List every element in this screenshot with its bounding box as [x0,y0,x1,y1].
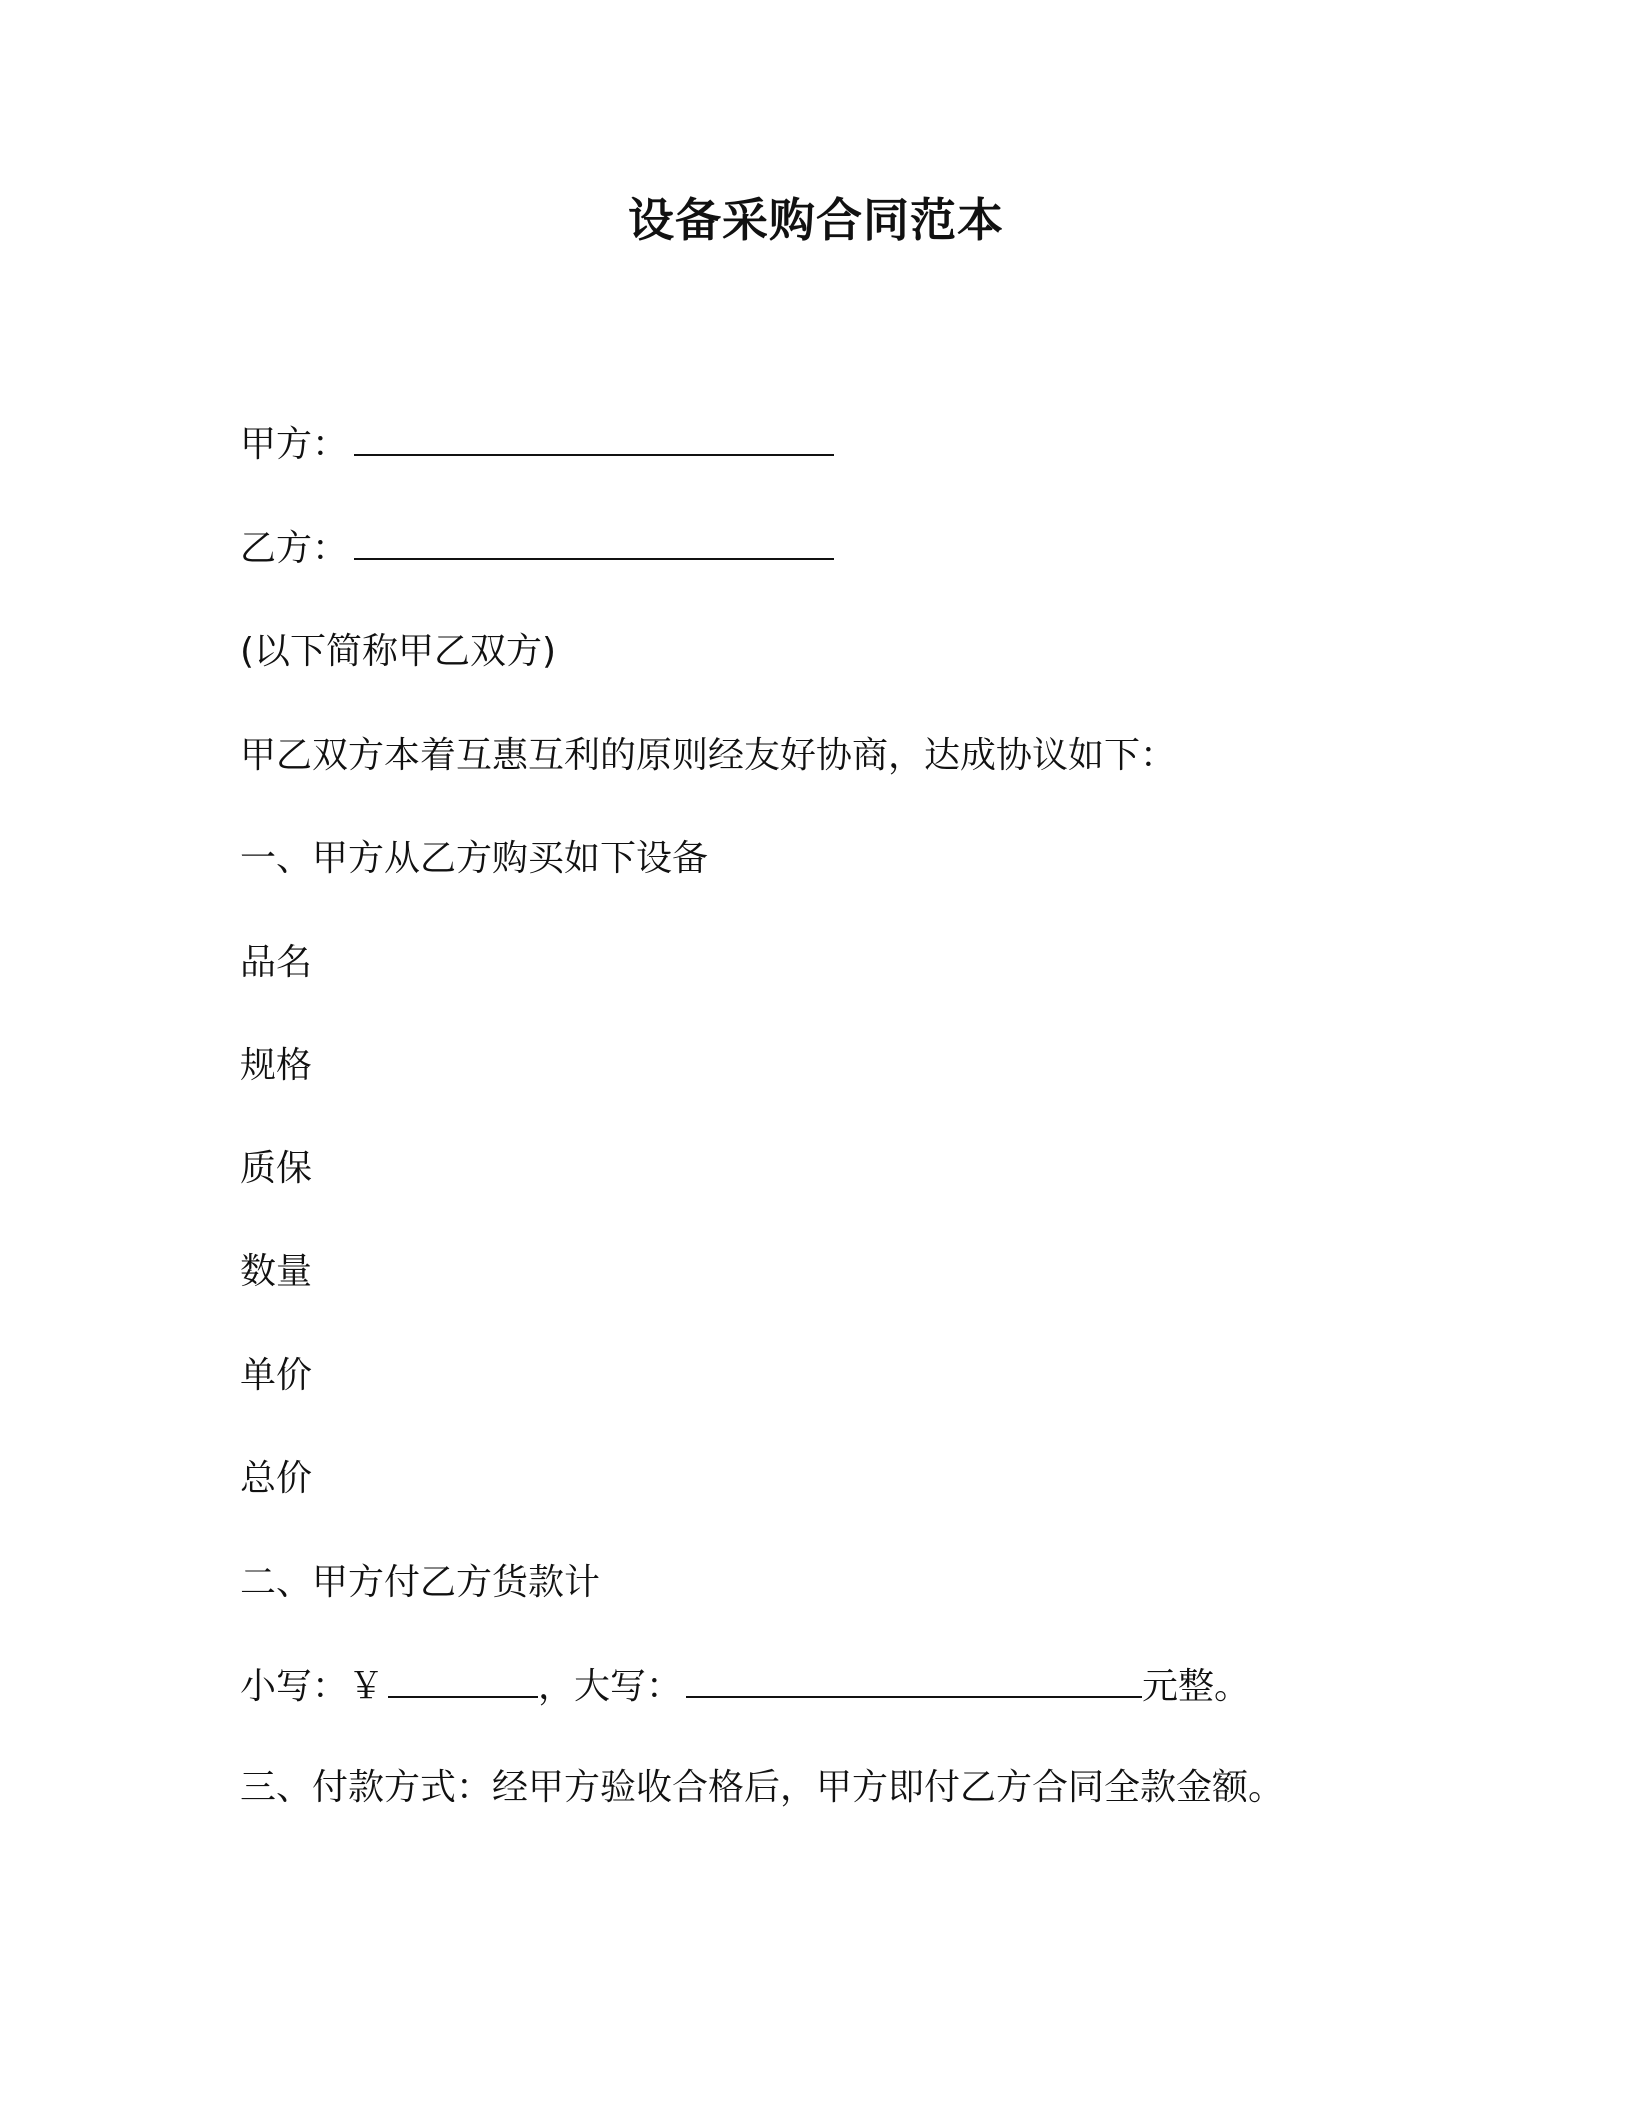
amount-small-blank [388,1660,538,1698]
item-quantity: 数量 [240,1251,313,1292]
amount-large-label: ，大写： [538,1666,683,1707]
item-warranty: 质保 [240,1148,313,1189]
amount-small-label: 小写：￥ [240,1666,385,1707]
party-b-blank [354,522,834,560]
abbreviation-note: (以下简称甲乙双方) [240,631,557,672]
item-spec: 规格 [240,1045,313,1086]
party-a-label: 甲方： [240,424,349,465]
amount-large-blank [686,1660,1142,1698]
section-1-heading: 一、甲方从乙方购买如下设备 [240,838,709,879]
party-a-blank [354,418,834,456]
item-unit-price: 单价 [240,1355,313,1396]
section-3-payment: 三、付款方式：经甲方验收合格后，甲方即付乙方合同全款金额。 [240,1767,1285,1808]
item-total-price: 总价 [240,1458,313,1499]
document-title: 设备采购合同范本 [628,193,1004,247]
item-name: 品名 [240,942,313,983]
amount-line [240,1660,1250,1713]
party-b-line [240,522,834,575]
preamble: 甲乙双方本着互惠互利的原则经友好协商，达成协议如下： [240,735,1177,776]
section-2-heading: 二、甲方付乙方货款计 [240,1562,601,1603]
party-a-line [240,418,834,471]
amount-suffix: 元整。 [1142,1666,1251,1707]
party-b-label: 乙方： [240,528,349,569]
